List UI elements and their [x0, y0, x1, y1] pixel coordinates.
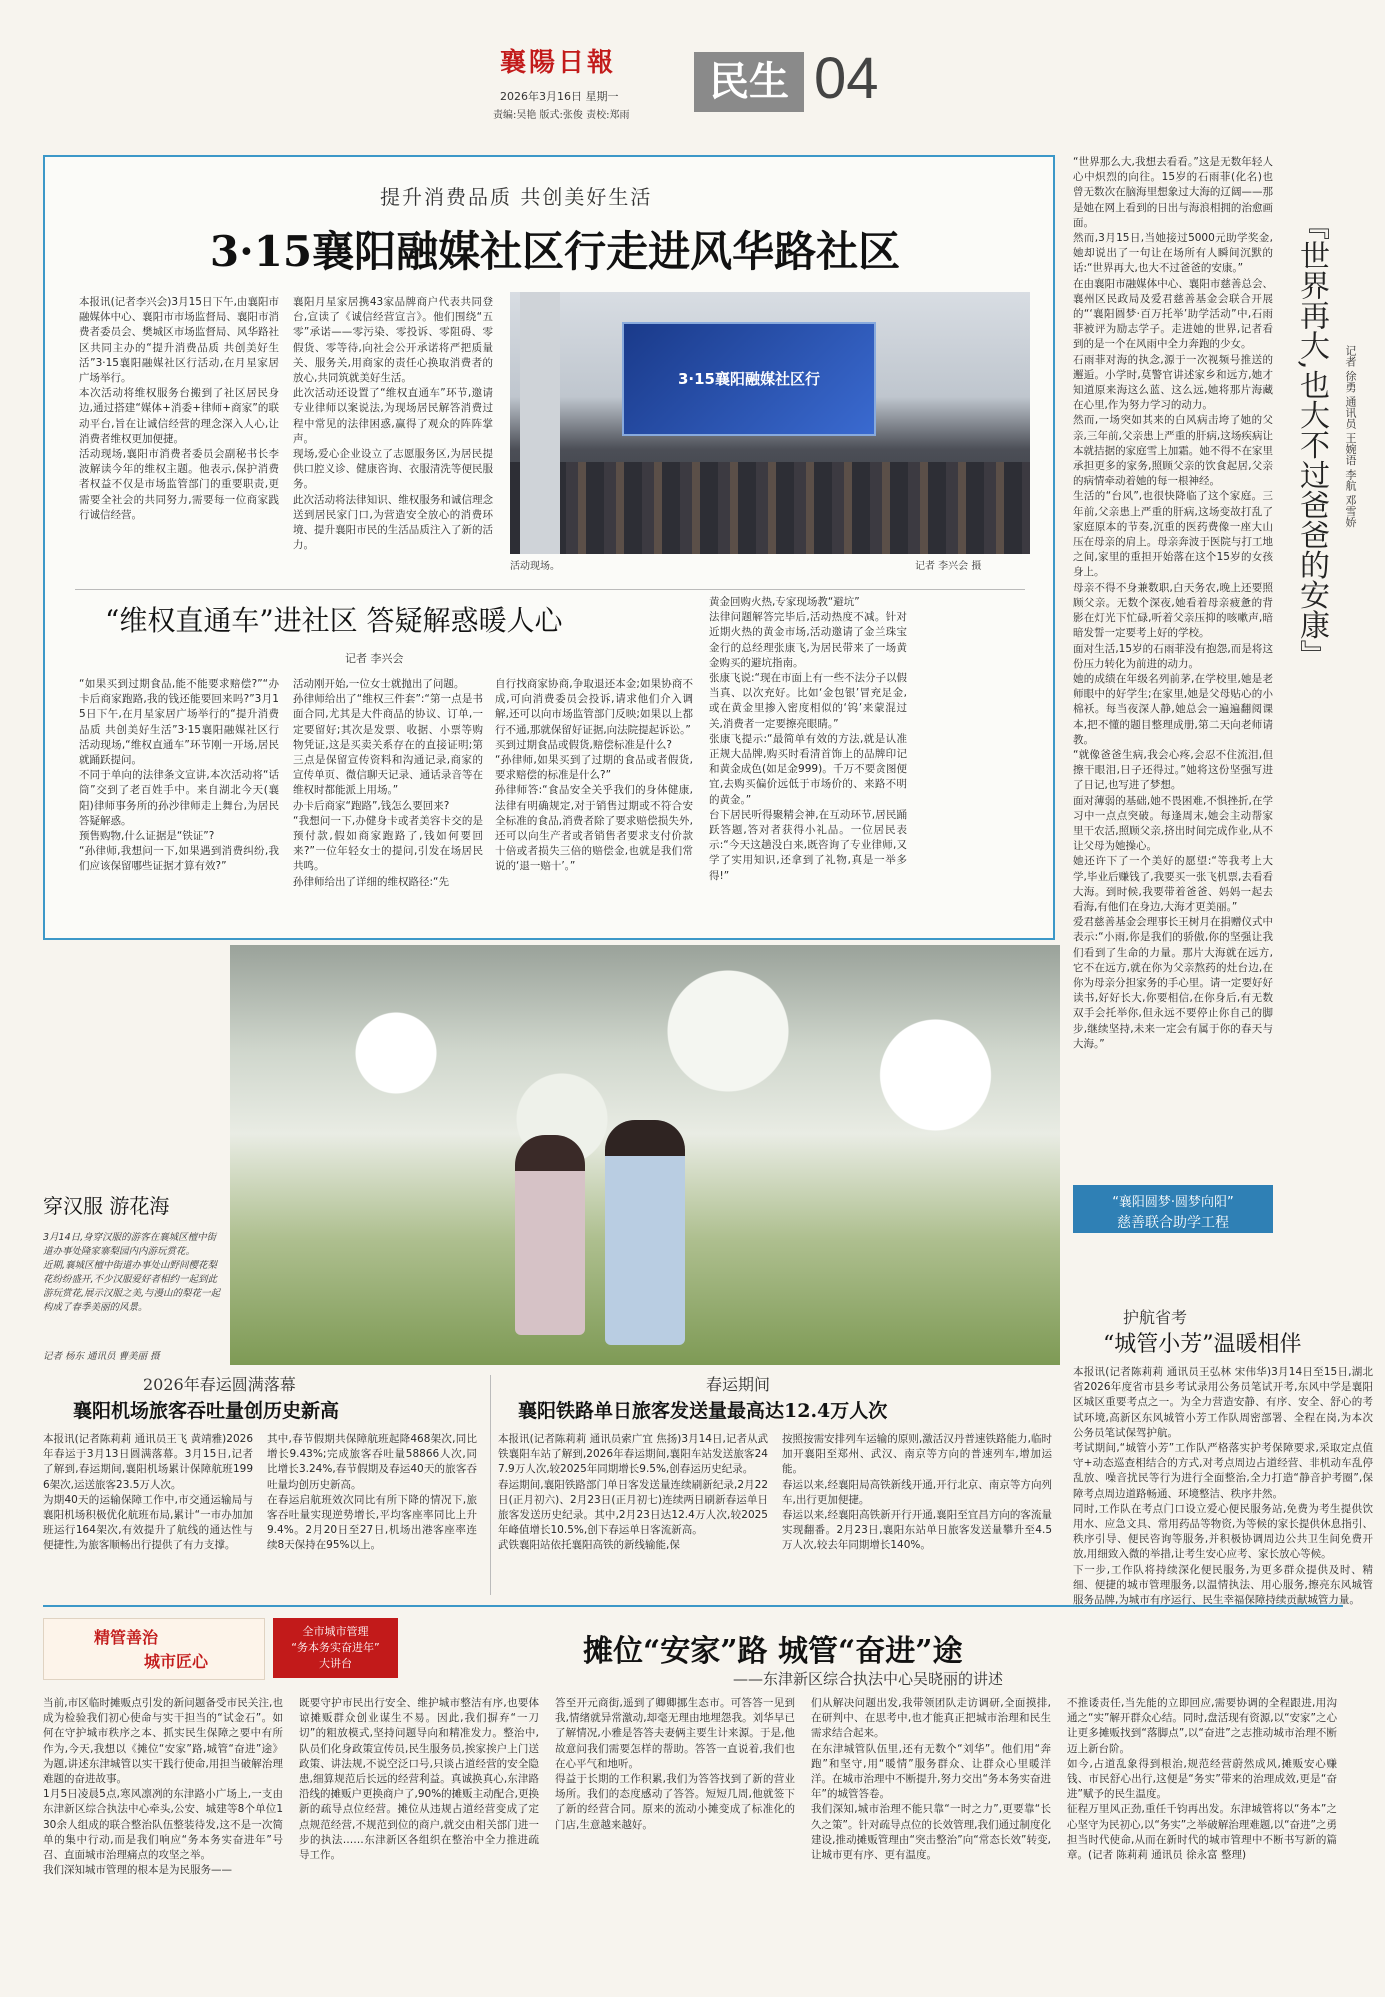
charity-banner-line1: “襄阳圆梦·圆梦向阳”: [1112, 1195, 1234, 1210]
woman-left: [515, 1135, 585, 1335]
issue-date: 2026年3月16日 星期一: [500, 90, 619, 103]
airport-kicker: 2026年春运圆满落幕: [143, 1375, 296, 1394]
airport-col2: 其中,春节假期共保障航班起降468架次,同比增长9.43%;完成旅客吞吐量58866人次,同比增长3.24%,春节假期及春运40天的旅客吞吐量均创历史新高。 在春运启航班效次同比有所下降的情况下,旅客吞吐量实现逆势增长,平均客座率同比上升9.4%。2月20日至27日,机场出港客座率连续8天保持在95%以上。: [267, 1433, 477, 1552]
campaign-logo-line1: 精管善治: [94, 1628, 159, 1647]
rights-byline: 记者 李兴会: [345, 652, 404, 665]
exam-story: [1063, 1305, 1383, 1605]
hanfu-caption: 3月14日,身穿汉服的游客在襄城区檀中街道办事处隆家寨梨园内内游玩赏花。 近期,襄城区檀中街道办事处山野间樱花梨花纷纷盛开,不少汉服爱好者相约一起到此游玩赏花,展示汉服之美,与漫山的梨花一起构成了春季美丽的风景。: [43, 1232, 221, 1313]
campaign-tag-line2: “务本务实奋进年”: [291, 1641, 380, 1654]
hanfu-title: 穿汉服 游花海: [43, 1194, 170, 1218]
airport-story: [43, 1370, 483, 1600]
enforcement-subtitle: ——东津新区综合执法中心吴晓丽的讲述: [733, 1670, 1004, 1688]
woman-right: [605, 1120, 685, 1345]
rail-col2: 按照按需安排列车运输的原则,激活汉丹普速铁路能力,临时加开襄阳至郑州、武汉、南京等方向的普速列车,增加运能。 春运以来,经襄阳局高铁新线开通,开行北京、南京等方向列车,出行更加便捷。 春运以来,经襄阳高铁新开行开通,襄阳至宜昌方向的客流量实现翻番。2月23日,襄阳东站单日旅客发送量攀升至4.5万人次,较去年同期增长140%。: [782, 1433, 1052, 1552]
lead-divider: [75, 589, 1025, 590]
lead-kicker: 提升消费品质 共创美好生活: [380, 185, 653, 209]
father-story-byline: 记者 徐勇 通讯员 王婉语 李航 邓雪娇: [1344, 345, 1357, 528]
rail-title: 襄阳铁路单日旅客发送量最高达12.4万人次: [518, 1400, 888, 1422]
event-photo-credit: 记者 李兴会 摄: [915, 561, 982, 572]
editors-line: 责编:吴艳 版式:张俊 责校:郑雨: [493, 110, 630, 121]
newspaper-logo: 襄陽日報: [500, 48, 617, 78]
event-photo-caption: 活动现场。: [510, 561, 560, 572]
campaign-tag-line1: 全市城市管理: [302, 1625, 369, 1638]
enforcement-col5: 不推诿责任,当先能的立即回应,需要协调的全程跟进,用沟通之“实”解开群众心结。同时,盘活现有资源,以“安家”之心让更多摊贩找到“落脚点”,以“奋进”之志推动城市治理不断迈上新台阶。 如今,占道乱象得到根治,规范经营蔚然成风,摊贩安心赚钱、市民舒心出行,这便是“务实”带来的治理成效,更是“奋进”赋予的民生温度。 征程万里风正劲,重任千钧再出发。东津城管将以“务本”之心坚守为民初心,以“务实”之举破解治理难题,以“奋进”之勇担当时代使命,从而在新时代的城市管理中不断书写新的篇章。(记者 陈莉莉 通讯员 徐永富 整理): [1067, 1697, 1337, 1862]
rail-kicker: 春运期间: [706, 1375, 771, 1394]
lead-article-col1: 本报讯(记者李兴会)3月15日下午,由襄阳市融媒体中心、襄阳市市场监督局、襄阳市消费者委员会、樊城区市场监督局、风华路社区共同主办的“提升消费品质 共创美好生活”3·15襄阳融媒社区行活动,在月星家居广场举行。 本次活动将维权服务台搬到了社区居民身边,通过搭建“媒体+消委+律师+商家”的联动平台,旨在让诚信经营的理念深入人心,让消费者维权更加便捷。 活动现场,襄阳市消费者委员会副秘书长李波解读今年的维权主题。他表示,保护消费者权益不仅是市场监管部门的重要职责,更需要全社会的共同努力,需要每一位商家践行诚信经营。: [79, 296, 279, 521]
enforcement-title: 摊位“安家”路 城管“奋进”途: [583, 1634, 963, 1669]
event-photo: [510, 292, 1030, 554]
enforcement-col3: 答至开元商街,遥到了卿卿挪生态市。可答答一见到我,情绪就异常激动,却毫无理由地埋怨我。刘华早已了解情况,小雅是答答夫妻俩主要生计来源。于是,他故意问我们需要怎样的帮助。答答一直说着,我们也在心平气和地听。 得益于长期的工作积累,我们为答答找到了新的营业场所。我们的态度感动了答答。短短几周,他就签下了新的经营合同。原来的流动小摊变成了标准化的门店,生意越来越好。: [555, 1697, 795, 1831]
campaign-tag-line3: 大讲台: [319, 1657, 352, 1670]
audience: [510, 462, 1030, 554]
rights-title: “维权直通车”进社区 答疑解惑暖人心: [105, 604, 563, 637]
campaign-logo: [43, 1618, 265, 1680]
lead-story-box: [43, 155, 1055, 940]
lead-article-col2: 襄阳月星家居携43家品牌商户代表共同登台,宣读了《诚信经营宣言》。他们围绕“五零”承诺——零污染、零投诉、零阻碍、零假货、零等待,向社会公开承诺将严把质量关、服务关,用商家的责任心换取消费者的放心,共同筑就美好生活。 此次活动还设置了“维权直通车”环节,邀请专业律师以案说法,为现场居民解答消费过程中常见的法律困惑,赢得了观众的阵阵掌声。 现场,爱心企业设立了志愿服务区,为居民提供口腔义诊、健康咨询、衣服清洗等便民服务。 此次活动将法律知识、维权服务和诚信理念送到居民家门口,为营造安全放心的消费环境、提升襄阳市民的生活品质注入了新的活力。: [293, 296, 493, 552]
rights-col4: 黄金回购火热,专家现场教“避坑” 法律问题解答完毕后,活动热度不减。针对近期火热的黄金市场,活动邀请了金兰珠宝金行的总经理张康飞,为居民带来了一场黄金购买的避坑指南。 张康飞说:“现在市面上有一些不法分子以假当真、以次充好。比如‘金包银’冒充足金,或在黄金里掺入密度相似的‘钨’来蒙混过关,消费者一定要擦亮眼睛。” 张康飞提示:“最简单有效的方法,就是认准正规大品牌,购买时看清首饰上的品牌印记和黄金成色(如足金999)。千万不要贪图便宜,去购买偏价远低于市场价的、来路不明的黄金。” 台下居民听得聚精会神,在互动环节,居民踊跃答题,答对者获得小礼品。一位居民表示:“今天这趟没白来,既咨询了专业律师,又学了实用知识,还拿到了礼物,真是一举多得!”: [709, 596, 907, 882]
section-name: 民生: [709, 59, 789, 105]
left-pillar: [520, 292, 560, 554]
rights-col1: “如果买到过期食品,能不能要求赔偿?”“办卡后商家跑路,我的钱还能要回来吗?”3月15日下午,在月星家居广场举行的“提升消费品质 共创美好生活”3·15襄阳融媒社区行活动现场,“维权直通车”环节刚一开场,居民就踊跃提问。 不同于单向的法律条文宣讲,本次活动将“话筒”交到了老百姓手中。来自湖北今天(襄阳)律师事务所的孙沙律师走上舞台,为居民答疑解惑。 预售购物,什么证据是“铁证”? “孙律师,我想问一下,如果遇到消费纠纷,我们应该保留哪些证据才算有效?”: [79, 678, 279, 873]
father-story-body: “世界那么大,我想去看看。”这是无数年轻人心中炽烈的向往。15岁的石雨菲(化名)也曾无数次在脑海里想象过大海的辽阔——那是她在网上看到的日出与海浪相拥的治愈画面。 然而,3月15日,当她接过5000元助学奖金,她却说出了一句让在场所有人瞬间沉默的话:“世界再大,也大不过爸爸的安康。” 在由襄阳市融媒体中心、襄阳市慈善总会、襄州区民政局及爱君慈善基金会联合开展的“‘襄阳圆梦·百万托举’助学活动”中,石雨菲被评为励志学子。走进她的世界,记者看到的是一个在风雨中全力奔跑的少女。 石雨菲对海的执念,源于一次视频号推送的邂逅。小学时,莫警官讲述家乡和远方,她才知道原来海这么蓝、这么远,她将那片海藏在心里,作为努力学习的动力。 然而,一场突如其来的白风病击垮了她的父亲,三年前,父亲患上严重的肝病,这场疾病让本就拮据的家庭雪上加霜。她不得不在家里承担更多的家务,照顾父亲的饮食起居,父亲的病情牵动着她的每一根神经。 生活的“台风”,也很快降临了这个家庭。三年前,父亲患上严重的肝病,这场变故打乱了家庭原本的节奏,沉重的医药费像一座大山压在母亲的肩上。母亲奔波于医院与打工地之间,家里的重担开始落在这个15岁的女孩身上。 母亲不得不身兼数职,白天务农,晚上还要照顾父亲。无数个深夜,她看着母亲疲惫的背影在灯光下忙碌,听着父亲压抑的咳嗽声,暗暗发誓一定要考上好的学校。 面对生活,15岁的石雨菲没有抱怨,而是将这份压力转化为前进的动力。 她的成绩在年级名列前茅,在学校里,她是老师眼中的好学生;在家里,她是父母贴心的小棉袄。每当夜深人静,她总会一遍遍翻阅课本,把不懂的题目整理成册,第二天向老师请教。 “就像爸爸生病,我会心疼,会忍不住流泪,但擦干眼泪,日子还得过。”她将这份坚强写进了日记,也写进了梦想。 面对薄弱的基础,她不畏困难,不惧挫折,在学习中一点点突破。每逢周末,她会主动帮家里干农活,照顾父亲,挤出时间完成作业,从不让父母为她操心。 她还许下了一个美好的愿望:“等我考上大学,毕业后赚钱了,我要买一张飞机票,去看看大海。到时候,我要带着爸爸、妈妈一起去看海,有他们在身边,大海才更美丽。” 爱君慈善基金会理事长王树月在捐赠仪式中表示:“小雨,你是我们的骄傲,你的坚强让我们看到了生命的力量。那片大海就在远方,它不在远方,就在你为父亲熬药的灶台边,在你为母亲分担家务的手心里。请一定要好好读书,好好长大,你要相信,在你身后,有无数双手会托举你,但永远不要停止你自己的脚步,继续坚持,未来一定会有属于你的春天与大海。”: [1073, 156, 1273, 1050]
lead-title: 3·15襄阳融媒社区行走进风华路社区: [209, 227, 901, 276]
masthead: [0, 0, 1385, 150]
hanfu-credit: 记者 杨东 通讯员 曹美丽 摄: [43, 1351, 160, 1362]
stage-banner-text: 3·15襄阳融媒社区行: [677, 370, 820, 388]
charity-banner: [1073, 1185, 1273, 1233]
rights-col2: 活动刚开始,一位女士就抛出了问题。 孙律师给出了“维权三件套”:“第一点是书面合同,尤其是大件商品的协议、订单,一定要留好;其次是发票、收据、小票等购物凭证,这是买卖关系存在的直接证明;第三点是保留宣传资料和沟通记录,商家的宣传单页、微信聊天记录、通话录音等在维权时都能派上用场。” 办卡后商家“跑路”,钱怎么要回来? “我想问一下,办健身卡或者美容卡交的是预付款,假如商家跑路了,钱如何要回来?”一位年轻女士的提问,引发在场居民共鸣。 孙律师给出了详细的维权路径:“先: [293, 678, 483, 888]
rights-col3: 自行找商家协商,争取退还本金;如果协商不成,可向消费委员会投诉,请求他们介入调解,还可以向市场监管部门反映;如果以上都行不通,那就保留好证据,向法院提起诉讼。” 买到过期食品或假货,赔偿标准是什么? “孙律师,如果买到了过期的食品或者假货,要求赔偿的标准是什么?” 孙律师答:“食品安全关乎我们的身体健康,法律有明确规定,对于销售过期或不符合安全标准的食品,消费者除了要求赔偿损失外,还可以向生产者或者销售者要求支付价款十倍或者损失三倍的赔偿金,也就是我们常说的‘退一赔十’。”: [495, 678, 693, 873]
campaign-tag: [273, 1618, 398, 1678]
enforcement-section: [43, 1610, 1343, 1995]
enforcement-col4: 们从解决问题出发,我带领团队走访调研,全面摸排,在研判中、在思考中,也才能真正把城市治理和民生需求结合起来。 在东津城管队伍里,还有无数个“刘华”。他们用“奔跑”和坚守,用“暖情”服务群众、让群众心里暖洋洋。在城市治理中不断提升,努力交出“务本务实奋进年”的城管答卷。 我们深知,城市治理不能只靠“一时之力”,更要靠“长久之策”。针对疏导点位的长效管理,我们通过制度化建设,推动摊贩管理由“突击整治”向“常态长效”转变,让城市更有序、更有温度。: [811, 1697, 1051, 1862]
section-label: [694, 52, 804, 112]
rail-story: [498, 1370, 1058, 1600]
exam-kicker: 护航省考: [1123, 1308, 1188, 1327]
bottom-section-divider: [43, 1605, 1343, 1607]
airport-col1: 本报讯(记者陈莉莉 通讯员王飞 黄靖雅)2026年春运于3月13日圆满落幕。3月15日,记者了解到,春运期间,襄阳机场累计保障航班1996架次,运送旅客23.5万人次。 为期40天的运输保障工作中,市交通运输局与襄阳机场积极优化航班布局,累计“一市办加加班运行164架次,有效提升了航线的通达性与便捷性,为旅客顺畅出行提供了有力支撑。: [43, 1433, 253, 1552]
exam-title: “城管小芳”温暖相伴: [1103, 1332, 1302, 1357]
stage-screen: [622, 322, 876, 436]
charity-banner-line2: 慈善联合助学工程: [1117, 1215, 1229, 1231]
airport-title: 襄阳机场旅客吞吐量创历史新高: [73, 1400, 340, 1422]
father-story-title: 『世界再大,也大不过爸爸的安康』: [1294, 210, 1329, 670]
father-story: [1063, 155, 1383, 1305]
hanfu-caption-box: [43, 1190, 223, 1365]
enforcement-col2: 既要守护市民出行安全、维护城市整洁有序,也要体谅摊贩群众创业谋生不易。因此,我们摒弃“一刀切”的粗放模式,坚持问题导向和精准发力。整治中,队员们化身政策宣传员,民生服务员,挨家挨户上门送政策、讲法规,不说空泛口号,只谈占道经营的安全隐患,细算规范后长远的经营利益。真诚换真心,东津路沿线的摊贩户更换商户了,90%的摊贩主动配合,更换新的疏导点位经营。摊位从违规占道经营变成了定点规范经营,不规范到位的商户,就交由相关部门进一步的执法……东津新区各组织在整治中全力推进疏导工作。: [299, 1697, 539, 1862]
divider-airport-rail: [490, 1375, 491, 1595]
campaign-logo-line2: 城市匠心: [144, 1652, 209, 1671]
exam-body: 本报讯(记者陈莉莉 通讯员王弘林 宋伟华)3月14日至15日,湖北省2026年度省市县乡考试录用公务员笔试开考,东风中学是襄阳区城区重要考点之一。为全力营造安静、有序、安全、舒心的考试环境,高新区东风城管小芳工作队周密部署、全程在岗,为本次公务员笔试保驾护航。 考试期间,“城管小芳”工作队严格落实护考保障要求,采取定点值守+动态巡查相结合的方式,对考点周边占道经营、非机动车乱停乱放、噪音扰民等行为进行全面整治,全力打造“静音护考圈”,保障考点周边道路畅通、环境整洁、秩序井然。 同时,工作队在考点门口设立爱心便民服务站,免费为考生提供饮用水、应急文具、常用药品等物资,为等候的家长提供休息指引、秩序引导、便民咨询等服务,并积极协调周边公共卫生间免费开放,用细致入微的举措,让考生安心应考、家长放心等候。 下一步,工作队将持续深化便民服务,为更多群众提供及时、精细、便捷的城市管理服务,以温情执法、用心服务,擦亮东风城管服务品牌,为城市有序运行、民生幸福保障持续贡献城管力量。: [1073, 1366, 1373, 1605]
enforcement-col1: 当前,市区临时摊贩点引发的新问题备受市民关注,也成为检验我们初心使命与实干担当的“试金石”。如何在守护城市秩序之本、抓实民生保障之要中有所作为,今天,我想以《摊位“安家”路,城管“奋进”途》为题,讲述东津城管以实干践行使命,用担当破解治理难题的奋进故事。 1月5日凌晨5点,寒风凛冽的东津路小广场上,一支由东津新区综合执法中心牵头,公安、城建等8个单位130余人组成的联合整治队伍整装待发,这不是一次简单的集中行动,而是我们响应“务本务实奋进年”号召、直面城市治理痛点的攻坚之举。 我们深知城市管理的根本是为民服务——: [43, 1697, 283, 1877]
hanfu-photo: [230, 945, 1060, 1365]
page-number: 04: [814, 46, 879, 111]
rail-col1: 本报讯(记者陈莉莉 通讯员索广宜 焦扬)3月14日,记者从武铁襄阳车站了解到,2026年春运期间,襄阳车站发送旅客247.9万人次,较2025年同期增长9.5%,创春运历史纪录。 春运期间,襄阳铁路部门单日客发送量连续刷新纪录,2月22日(正月初六)、2月23日(正月初七)连续两日刷新春运单日旅客发送历史纪录。其中,2月23日达12.4万人次,较2025年峰值增长10.5%,创下春运单日客流新高。 武铁襄阳站依托襄阳高铁的新线输能,保: [498, 1433, 768, 1552]
